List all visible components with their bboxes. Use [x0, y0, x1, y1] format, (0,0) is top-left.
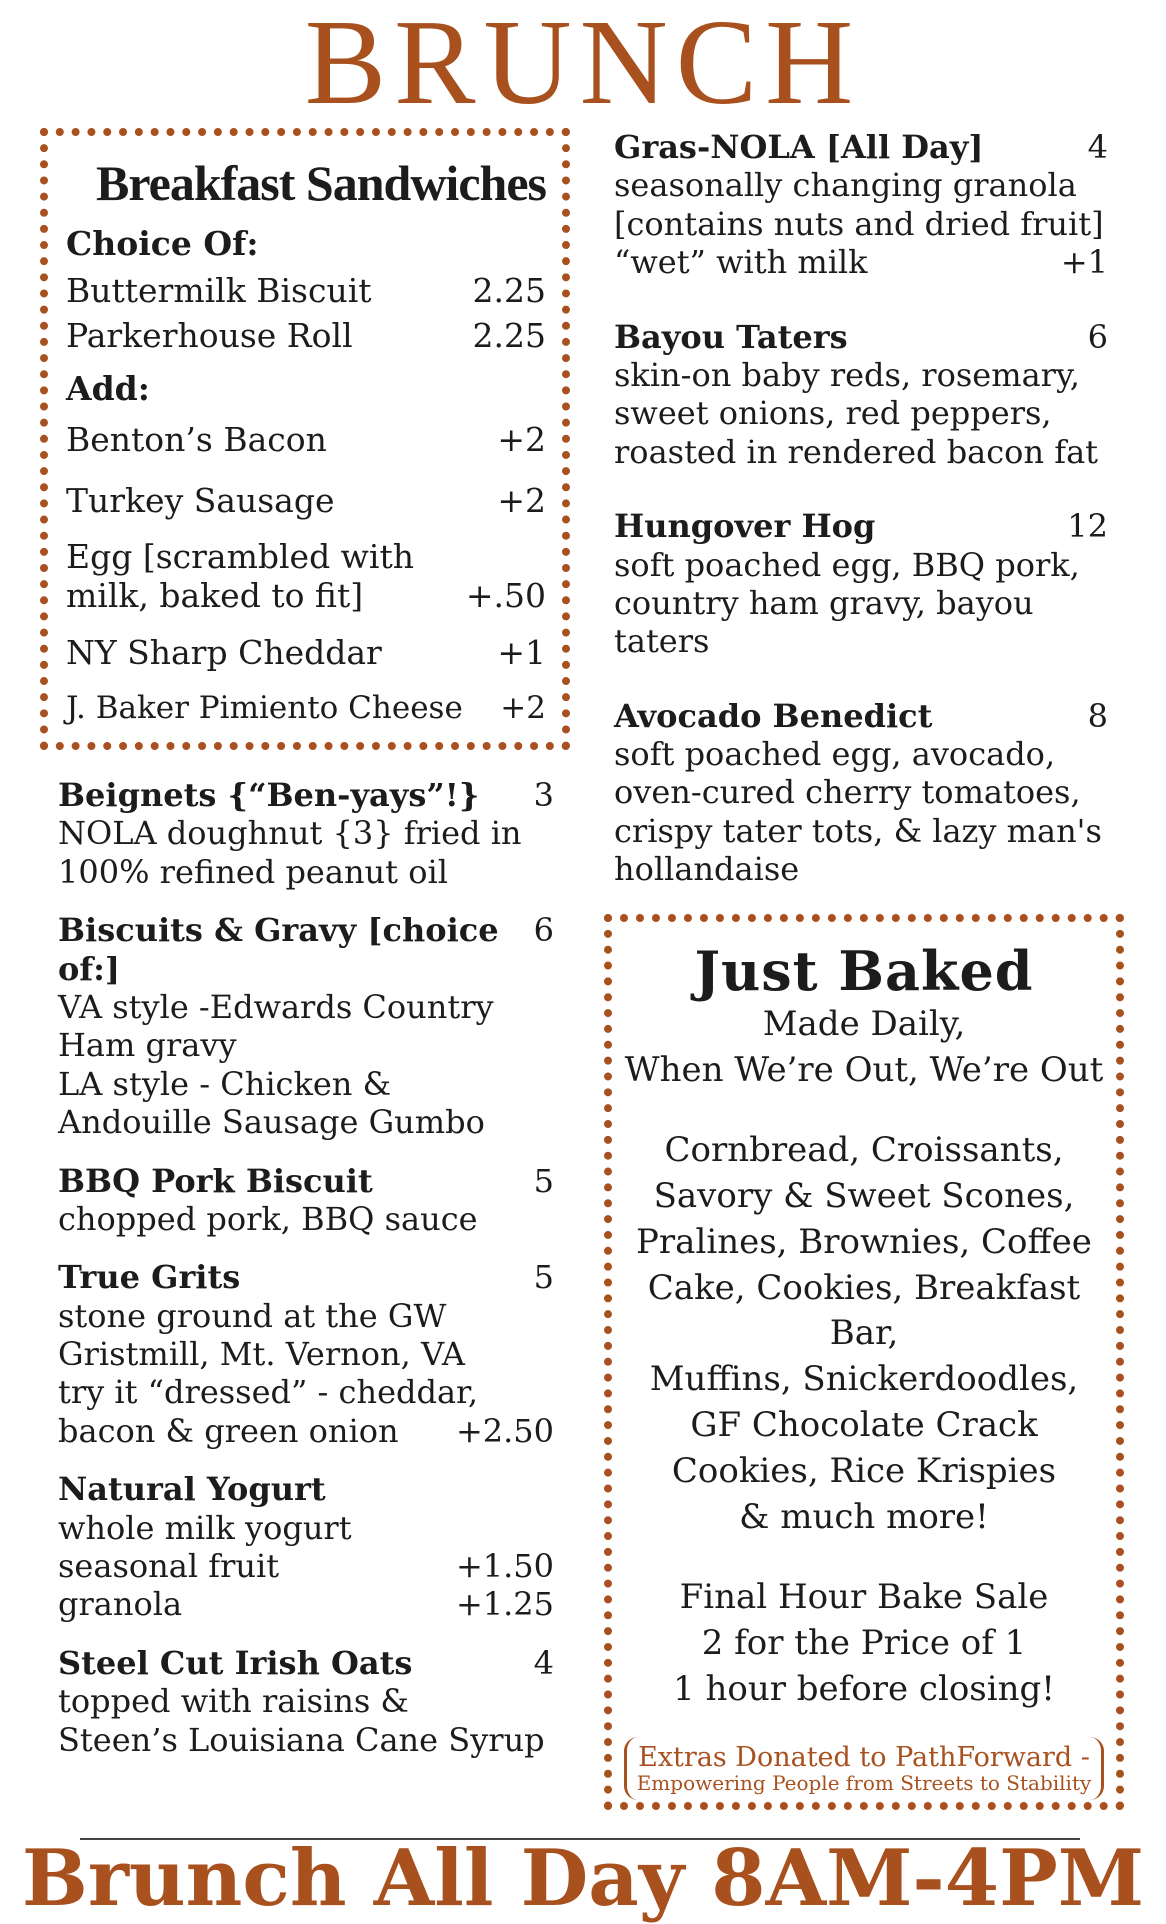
donation-notice: Extras Donated to PathForward - Empowering People from Streets to Stability: [624, 1737, 1104, 1801]
choice-label: Choice Of:: [66, 224, 259, 263]
menu-item-steel-cut-oats: Steel Cut Irish Oats 4 topped with raisins & Steen’s Louisiana Cane Syrup: [58, 1643, 554, 1759]
add-row: Egg [scrambled with: [66, 537, 414, 576]
breakfast-sandwiches-box: [40, 128, 570, 750]
just-baked-subtitle: Made Daily,: [762, 1004, 966, 1045]
menu-item-hungover-hog: Hungover Hog 12 soft poached egg, BBQ pork, country ham gravy, bayou taters: [614, 507, 1108, 661]
right-menu-column: [614, 128, 1108, 909]
footer-hours: Brunch All Day 8AM-4PM: [21, 1833, 1145, 1924]
add-row: NY Sharp Cheddar +1: [66, 632, 546, 672]
bake-sale-notice: Final Hour Bake Sale 2 for the Price of 1 1 hour before closing!: [673, 1576, 1055, 1709]
add-label: Add:: [66, 369, 150, 408]
menu-item-biscuits-gravy: Biscuits & Gravy [choice of:] 6 VA style -Edwards Country Ham gravy LA style - Chicken & Andouille Sausage Gumbo: [58, 911, 554, 1142]
choice-row: Parkerhouse Roll 2.25: [66, 316, 546, 355]
add-row: milk, baked to fit] +.50: [66, 575, 546, 615]
menu-title: BRUNCH: [304, 0, 862, 130]
just-baked-box: [604, 914, 1124, 1810]
breakfast-sandwiches-heading: Breakfast Sandwiches: [96, 155, 546, 211]
menu-item-bbq-pork-biscuit: BBQ Pork Biscuit 5 chopped pork, BBQ sauce: [58, 1161, 554, 1238]
add-row: J. Baker Pimiento Cheese +2: [66, 689, 546, 726]
just-baked-subtitle: When We’re Out, We’re Out: [624, 1049, 1104, 1090]
menu-item-gras-nola: Gras-NOLA [All Day] 4 seasonally changing granola [contains nuts and dried fruit] “wet” with milk +1: [614, 128, 1108, 282]
menu-item-avocado-benedict: Avocado Benedict 8 soft poached egg, avocado, oven-cured cherry tomatoes, crispy tater tots, & lazy man's hollandaise: [614, 696, 1108, 889]
menu-item-true-grits: True Grits 5 stone ground at the GW Gristmill, Mt. Vernon, VA try it “dressed” - cheddar, bacon & green onion +2.50: [58, 1258, 554, 1450]
menu-item-natural-yogurt: Natural Yogurt whole milk yogurt seasonal fruit +1.50 granola +1.25: [58, 1470, 554, 1624]
add-row: Turkey Sausage +2: [66, 481, 546, 520]
left-menu-column: [58, 776, 554, 1779]
just-baked-heading: Just Baked: [694, 939, 1034, 1003]
baked-goods-list: Cornbread, Croissants, Savory & Sweet Scones, Pralines, Brownies, Coffee Cake, Cookies, Breakfast Bar, Muffins, Snickerdoodles, GF Chocolate Crack Cookies, Rice Krispies & much more!: [636, 1129, 1092, 1537]
menu-item-bayou-taters: Bayou Taters 6 skin-on baby reds, rosemary, sweet onions, red peppers, roasted in rendered bacon fat: [614, 317, 1108, 471]
add-row: Benton’s Bacon +2: [66, 420, 546, 459]
menu-item-beignets: Beignets {“Ben-yays”!} 3 NOLA doughnut {3} fried in 100% refined peanut oil: [58, 776, 554, 891]
choice-row: Buttermilk Biscuit 2.25: [66, 271, 546, 310]
